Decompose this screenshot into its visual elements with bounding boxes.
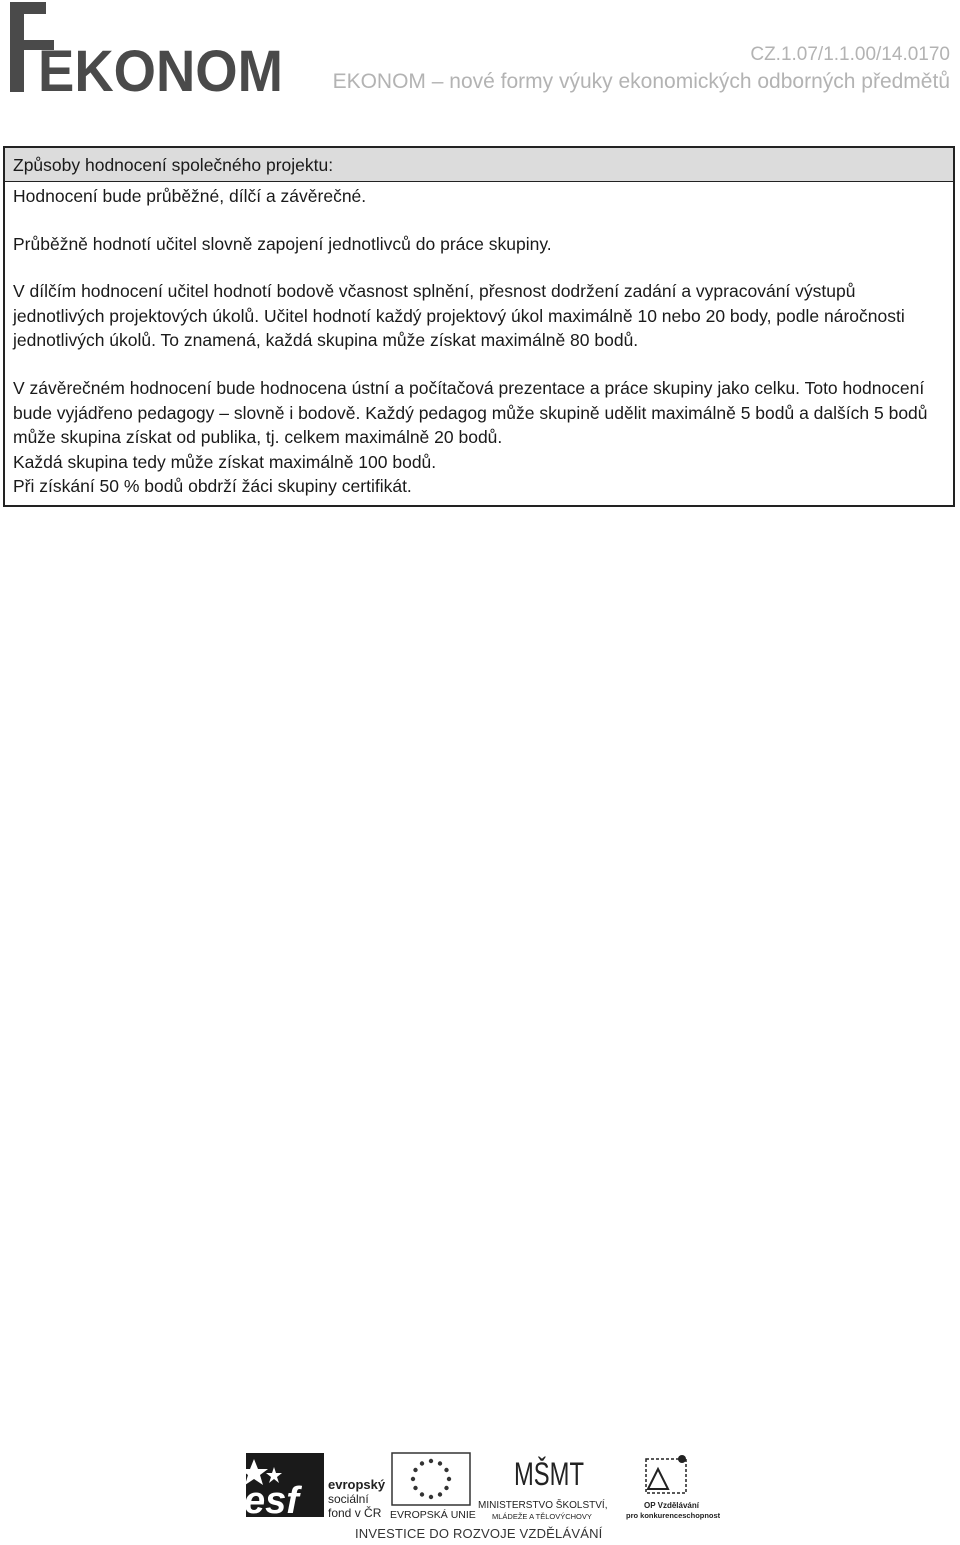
evaluation-body — [5, 182, 953, 505]
op-text-line: pro konkurenceschopnost — [626, 1511, 720, 1520]
evaluation-paragraph: Každá skupina tedy může získat maximálně 100 bodů. — [13, 451, 437, 472]
op-logo — [626, 1455, 720, 1520]
eu-text: EVROPSKÁ UNIE — [390, 1509, 476, 1521]
evaluation-paragraph: Hodnocení bude průběžné, dílčí a závěrečné. — [13, 186, 367, 206]
esf-logo — [240, 1453, 386, 1522]
evaluation-title: Způsoby hodnocení společného projektu: — [5, 148, 953, 182]
msmt-text-line: MINISTERSTVO ŠKOLSTVÍ, — [478, 1500, 608, 1511]
logo-text: EKONOM — [38, 39, 283, 94]
esf-text-line: evropský — [328, 1477, 386, 1492]
project-code: CZ.1.07/1.1.00/14.0170 — [750, 44, 950, 65]
msmt-text-line: MLÁDEŽE A TĚLOVÝCHOVY — [492, 1512, 592, 1521]
ekonom-logo — [8, 2, 288, 94]
esf-text-line: sociální — [328, 1492, 369, 1506]
op-text-line: OP Vzdělávání — [644, 1501, 699, 1510]
evaluation-paragraph: V závěrečném hodnocení bude hodnocena ústní a počítačová prezentace a práce skupiny jako celku. Toto hodnocení bude vyjádřeno pedagogy – slovně i bodově. Každý pedagog může skupině udělit maximálně 5 bodů a dalších 5 bodů může skupina získat od publika, tj. celkem maximálně 20 bodů. — [13, 377, 928, 448]
evaluation-paragraph: V dílčím hodnocení učitel hodnotí bodově včasnost splnění, přesnost dodržení zadání a vypracování výstupů jednotlivých projektových úkolů. Učitel hodnotí každý projektový úkol maximálně 10 nebo 20 body, podle náročnosti jednotlivých úkolů. To znamená, každá skupina může získat maximálně 80 bodů. — [13, 281, 905, 351]
eu-flag-logo — [390, 1453, 476, 1521]
evaluation-paragraph: Při získání 50 % bodů obdrží žáci skupiny certifikát. — [13, 476, 412, 497]
msmt-letters: MŠMT — [514, 1456, 584, 1492]
esf-text-line: fond v ČR — [328, 1506, 382, 1520]
msmt-logo — [478, 1456, 607, 1521]
project-name: EKONOM – nové formy výuky ekonomických odborných předmětů — [332, 70, 950, 93]
esf-letters: esf — [244, 1480, 299, 1522]
evaluation-box — [3, 146, 955, 507]
evaluation-paragraph: Průběžně hodnotí učitel slovně zapojení jednotlivců do práce skupiny. — [13, 233, 552, 254]
investice-text: INVESTICE DO ROZVOJE VZDĚLÁVÁNÍ — [355, 1526, 603, 1541]
